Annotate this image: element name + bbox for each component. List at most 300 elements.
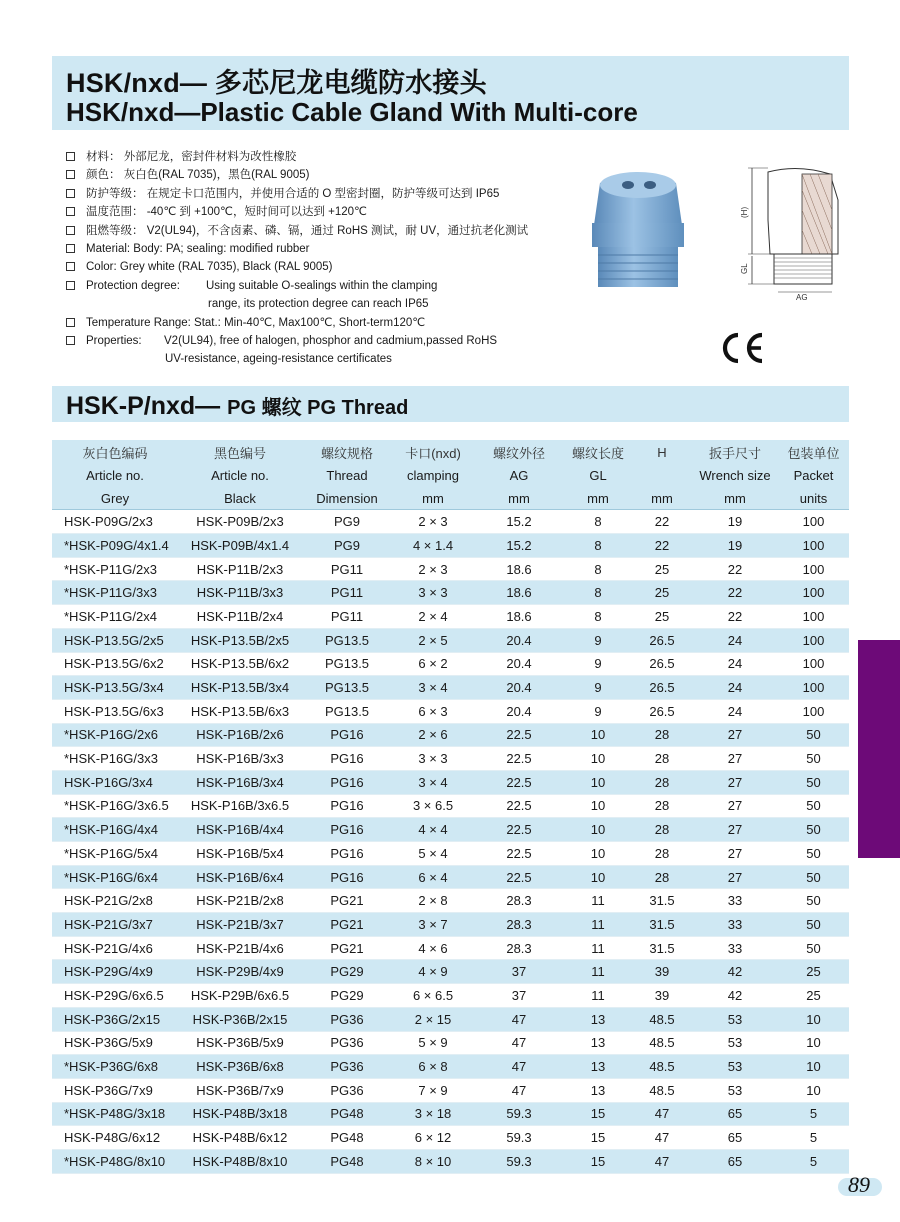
table-cell: 6 × 2 (392, 652, 474, 676)
table-cell: PG9 (302, 534, 392, 558)
table-cell: HSK-P13.5B/6x3 (178, 699, 302, 723)
table-cell: HSK-P16B/3x4 (178, 770, 302, 794)
spec-list (66, 148, 586, 369)
table-cell: 22.5 (474, 723, 564, 747)
table-cell: 6 × 4 (392, 865, 474, 889)
table-cell: HSK-P36B/5x9 (178, 1031, 302, 1055)
checkbox-square-icon (66, 207, 75, 216)
table-header-cell: Thread (302, 464, 392, 487)
table-cell: 47 (474, 1031, 564, 1055)
table-cell: *HSK-P16G/6x4 (52, 865, 178, 889)
table-cell: PG13.5 (302, 628, 392, 652)
table-cell: 65 (692, 1149, 778, 1173)
table-row (52, 652, 849, 676)
spec-en-properties: Properties: V2(UL94), free of halogen, phosphor and cadmium,passed RoHS (66, 332, 586, 350)
table-cell: 50 (778, 865, 849, 889)
table-cell: *HSK-P16G/2x6 (52, 723, 178, 747)
table-cell: 100 (778, 605, 849, 629)
table-row (52, 723, 849, 747)
table-cell: 9 (564, 628, 632, 652)
table-cell: HSK-P48G/6x12 (52, 1126, 178, 1150)
table-header-en (52, 464, 849, 487)
table-cell: 10 (778, 1007, 849, 1031)
table-cell: 20.4 (474, 652, 564, 676)
table-cell: HSK-P09B/4x1.4 (178, 534, 302, 558)
table-cell: 3 × 4 (392, 770, 474, 794)
table-cell: 59.3 (474, 1102, 564, 1126)
table-cell: 47 (474, 1055, 564, 1079)
table-cell: HSK-P16B/2x6 (178, 723, 302, 747)
table-cell: 15 (564, 1149, 632, 1173)
table-row (52, 818, 849, 842)
table-cell: 9 (564, 699, 632, 723)
table-cell: PG16 (302, 842, 392, 866)
table-cell: 24 (692, 628, 778, 652)
table-cell: PG16 (302, 818, 392, 842)
table-cell: PG11 (302, 581, 392, 605)
table-cell: 2 × 3 (392, 557, 474, 581)
table-row (52, 960, 849, 984)
table-cell: 50 (778, 936, 849, 960)
table-cell: 47 (632, 1149, 692, 1173)
table-row (52, 676, 849, 700)
spec-cn-protection: 防护等级： 在规定卡口范围内，并使用合适的 O 型密封圈，防护等级可达到 IP65 (66, 185, 586, 203)
table-cell: 27 (692, 794, 778, 818)
table-row (52, 1031, 849, 1055)
table-cell: 100 (778, 581, 849, 605)
table-cell: 100 (778, 628, 849, 652)
table-cell: 13 (564, 1007, 632, 1031)
table-cell: 26.5 (632, 676, 692, 700)
table-cell: 25 (632, 557, 692, 581)
table-cell: 50 (778, 818, 849, 842)
table-header-cell: 灰白色编码 (52, 440, 178, 464)
table-cell: 26.5 (632, 628, 692, 652)
table-header-cell: Dimension (302, 487, 392, 510)
table-cell: *HSK-P11G/3x3 (52, 581, 178, 605)
table-cell: 27 (692, 723, 778, 747)
table-cell: 100 (778, 652, 849, 676)
table-header-cell: AG (474, 464, 564, 487)
table-row (52, 605, 849, 629)
table-cell: PG21 (302, 936, 392, 960)
table-cell: *HSK-P09G/4x1.4 (52, 534, 178, 558)
checkbox-square-icon (66, 336, 75, 345)
table-row (52, 913, 849, 937)
table-cell: 28 (632, 818, 692, 842)
table-header-cn (52, 440, 849, 464)
table-header-cell: clamping (392, 464, 474, 487)
checkbox-square-icon (66, 281, 75, 290)
table-cell: HSK-P36G/5x9 (52, 1031, 178, 1055)
table-cell: 31.5 (632, 889, 692, 913)
table-header-cell: Grey (52, 487, 178, 510)
table-cell: 3 × 3 (392, 747, 474, 771)
table-cell: 15 (564, 1126, 632, 1150)
table-cell: 22 (632, 534, 692, 558)
table-cell: PG36 (302, 1007, 392, 1031)
title-cn: HSK/nxd— 多芯尼龙电缆防水接头 (66, 68, 487, 98)
table-cell: 2 × 6 (392, 723, 474, 747)
spec-en-protection: Protection degree: Using suitable O-sealings within the clamping (66, 277, 586, 295)
table-cell: HSK-P16B/3x3 (178, 747, 302, 771)
table-cell: 11 (564, 960, 632, 984)
table-header-cell: 螺纹外径 (474, 440, 564, 464)
table-cell: HSK-P21B/2x8 (178, 889, 302, 913)
ce-mark (718, 330, 768, 366)
table-cell: 10 (564, 842, 632, 866)
table-cell: 47 (474, 1078, 564, 1102)
table-cell: *HSK-P48G/8x10 (52, 1149, 178, 1173)
table-cell: 28 (632, 842, 692, 866)
table-cell: PG48 (302, 1126, 392, 1150)
table-cell: *HSK-P16G/3x3 (52, 747, 178, 771)
table-header-cell: Article no. (178, 464, 302, 487)
table-cell: 18.6 (474, 605, 564, 629)
table-row (52, 842, 849, 866)
table-row (52, 1007, 849, 1031)
table-cell: 22.5 (474, 747, 564, 771)
table-cell: HSK-P13.5G/6x3 (52, 699, 178, 723)
label-ag: AG (796, 293, 808, 300)
table-row (52, 794, 849, 818)
table-cell: PG21 (302, 889, 392, 913)
table-cell: 50 (778, 770, 849, 794)
table-cell: PG29 (302, 960, 392, 984)
table-cell: 7 × 9 (392, 1078, 474, 1102)
table-cell: 5 × 4 (392, 842, 474, 866)
table-row (52, 1078, 849, 1102)
table-cell: PG36 (302, 1078, 392, 1102)
table-header-cell: mm (692, 487, 778, 510)
table-cell: 5 (778, 1102, 849, 1126)
product-photo (578, 165, 698, 295)
table-cell: 20.4 (474, 628, 564, 652)
table-cell: 22.5 (474, 865, 564, 889)
table-cell: HSK-P13.5B/2x5 (178, 628, 302, 652)
spec-en-properties-cont: UV-resistance, ageing-resistance certificates (165, 353, 392, 366)
ce-logo-icon (718, 330, 768, 366)
checkbox-square-icon (66, 244, 75, 253)
section-title: HSK-P/nxd— PG 螺纹 PG Thread (66, 392, 409, 420)
table-cell: HSK-P09B/2x3 (178, 510, 302, 534)
checkbox-square-icon (66, 189, 75, 198)
table-row (52, 699, 849, 723)
table-cell: 31.5 (632, 936, 692, 960)
table-cell: *HSK-P36G/6x8 (52, 1055, 178, 1079)
table-cell: 19 (692, 510, 778, 534)
table-cell: *HSK-P11G/2x3 (52, 557, 178, 581)
table-header-cell: Black (178, 487, 302, 510)
table-cell: 4 × 6 (392, 936, 474, 960)
table-cell: HSK-P29B/6x6.5 (178, 984, 302, 1008)
table-cell: 2 × 8 (392, 889, 474, 913)
table-cell: PG16 (302, 723, 392, 747)
table-cell: 50 (778, 794, 849, 818)
table-cell: 33 (692, 889, 778, 913)
table-row (52, 534, 849, 558)
table-cell: 59.3 (474, 1149, 564, 1173)
table-cell: 3 × 4 (392, 676, 474, 700)
table-cell: 8 (564, 605, 632, 629)
table-cell: 22.5 (474, 794, 564, 818)
table-cell: HSK-P11B/2x4 (178, 605, 302, 629)
table-cell: HSK-P16G/3x4 (52, 770, 178, 794)
table-cell: 10 (564, 794, 632, 818)
table-cell: 27 (692, 865, 778, 889)
table-header-cell: Packet (778, 464, 849, 487)
table-cell: 8 (564, 557, 632, 581)
table-cell: PG36 (302, 1031, 392, 1055)
table-cell: 53 (692, 1007, 778, 1031)
table-cell: 28 (632, 770, 692, 794)
table-cell: 6 × 12 (392, 1126, 474, 1150)
table-cell: 4 × 4 (392, 818, 474, 842)
table-row (52, 936, 849, 960)
spec-en-color: Color: Grey white (RAL 7035), Black (RAL 9005) (66, 258, 586, 276)
table-cell: HSK-P48B/8x10 (178, 1149, 302, 1173)
table-cell: 5 × 9 (392, 1031, 474, 1055)
table-cell: 6 × 6.5 (392, 984, 474, 1008)
table-cell: 28 (632, 723, 692, 747)
table-row (52, 1102, 849, 1126)
table-cell: HSK-P11B/3x3 (178, 581, 302, 605)
table-cell: 9 (564, 652, 632, 676)
title-en: HSK/nxd—Plastic Cable Gland With Multi-core (66, 97, 638, 127)
spec-en-protection-cont: range, its protection degree can reach IP65 (208, 298, 429, 311)
table-cell: *HSK-P16G/3x6.5 (52, 794, 178, 818)
table-cell: 6 × 8 (392, 1055, 474, 1079)
table-cell: HSK-P48B/3x18 (178, 1102, 302, 1126)
table-header-cell: GL (564, 464, 632, 487)
table-cell: PG16 (302, 770, 392, 794)
table-cell: 22 (692, 557, 778, 581)
table-cell: 33 (692, 913, 778, 937)
table-cell: 11 (564, 913, 632, 937)
table-cell: 28.3 (474, 936, 564, 960)
table-row (52, 889, 849, 913)
table-cell: 22 (632, 510, 692, 534)
table-row (52, 984, 849, 1008)
table-cell: PG21 (302, 913, 392, 937)
table-cell: 100 (778, 534, 849, 558)
table-header-cell: 黑色编号 (178, 440, 302, 464)
table-cell: 2 × 5 (392, 628, 474, 652)
table-cell: 11 (564, 984, 632, 1008)
table-cell: 22 (692, 605, 778, 629)
table-cell: 18.6 (474, 581, 564, 605)
table-cell: HSK-P16B/4x4 (178, 818, 302, 842)
table-cell: 2 × 4 (392, 605, 474, 629)
table-cell: 100 (778, 557, 849, 581)
table-cell: 28.3 (474, 913, 564, 937)
table-row (52, 770, 849, 794)
page-number: 89 (848, 1172, 870, 1197)
table-cell: PG48 (302, 1149, 392, 1173)
table-row (52, 510, 849, 534)
table-cell: 24 (692, 652, 778, 676)
table-cell: HSK-P21B/3x7 (178, 913, 302, 937)
table-cell: HSK-P13.5G/6x2 (52, 652, 178, 676)
table-cell: 42 (692, 960, 778, 984)
table-cell: HSK-P48B/6x12 (178, 1126, 302, 1150)
checkbox-square-icon (66, 152, 75, 161)
table-cell: 48.5 (632, 1055, 692, 1079)
table-cell: 65 (692, 1102, 778, 1126)
table-cell: PG16 (302, 794, 392, 818)
spec-en-temperature: Temperature Range: Stat.: Min-40℃, Max100℃, Short-term120℃ (66, 314, 586, 332)
table-cell: PG9 (302, 510, 392, 534)
table-cell: 26.5 (632, 699, 692, 723)
table-header-cell: 扳手尺寸 (692, 440, 778, 464)
table-cell: HSK-P16B/6x4 (178, 865, 302, 889)
table-cell: 22.5 (474, 818, 564, 842)
table-cell: 27 (692, 770, 778, 794)
table-cell: 10 (564, 747, 632, 771)
table-cell: 2 × 3 (392, 510, 474, 534)
table-cell: 37 (474, 984, 564, 1008)
table-cell: 39 (632, 960, 692, 984)
table-cell: 27 (692, 842, 778, 866)
table-row (52, 1149, 849, 1173)
table-cell: 59.3 (474, 1126, 564, 1150)
table-cell: 20.4 (474, 676, 564, 700)
table-cell: PG13.5 (302, 699, 392, 723)
table-cell: 4 × 9 (392, 960, 474, 984)
table-cell: 10 (778, 1055, 849, 1079)
table-cell: 8 (564, 581, 632, 605)
table-cell: HSK-P29G/6x6.5 (52, 984, 178, 1008)
spec-cn-temperature: 温度范围： -40℃ 到 +100℃，短时间可以达到 +120℃ (66, 203, 586, 221)
table-header-cell: units (778, 487, 849, 510)
spec-table (52, 440, 849, 1174)
table-cell: HSK-P21G/3x7 (52, 913, 178, 937)
table-cell: HSK-P36B/6x8 (178, 1055, 302, 1079)
side-tab (858, 640, 900, 858)
checkbox-square-icon (66, 170, 75, 179)
table-header-cell: mm (632, 487, 692, 510)
table-header-cell: 螺纹规格 (302, 440, 392, 464)
table-cell: HSK-P21B/4x6 (178, 936, 302, 960)
table-cell: HSK-P16B/3x6.5 (178, 794, 302, 818)
table-cell: 47 (632, 1126, 692, 1150)
table-header-cell: 卡口(nxd) (392, 440, 474, 464)
table-row (52, 557, 849, 581)
table-cell: 13 (564, 1055, 632, 1079)
table-cell: PG16 (302, 747, 392, 771)
table-cell: 15 (564, 1102, 632, 1126)
table-cell: 25 (632, 581, 692, 605)
table-cell: PG11 (302, 605, 392, 629)
table-cell: 50 (778, 842, 849, 866)
table-cell: 50 (778, 889, 849, 913)
table-cell: 47 (632, 1102, 692, 1126)
table-cell: 53 (692, 1031, 778, 1055)
table-cell: HSK-P13.5G/2x5 (52, 628, 178, 652)
spec-cn-flame: 阻燃等级： V2(UL94)，不含卤素、磷、镉，通过 RoHS 测试，耐 UV，通过抗老化测试 (66, 222, 586, 240)
table-row (52, 1126, 849, 1150)
table-cell: 22.5 (474, 842, 564, 866)
table-header-cell: mm (392, 487, 474, 510)
table-cell: HSK-P36G/7x9 (52, 1078, 178, 1102)
table-header-cell: mm (564, 487, 632, 510)
table-cell: 42 (692, 984, 778, 1008)
table-cell: 5 (778, 1126, 849, 1150)
table-cell: HSK-P36B/2x15 (178, 1007, 302, 1031)
table-cell: 11 (564, 889, 632, 913)
spec-cn-color: 颜色： 灰白色(RAL 7035)，黑色(RAL 9005) (66, 166, 586, 184)
table-cell: 28 (632, 794, 692, 818)
table-cell: 10 (564, 770, 632, 794)
table-cell: *HSK-P48G/3x18 (52, 1102, 178, 1126)
title-band (52, 56, 849, 130)
table-cell: 50 (778, 913, 849, 937)
table-cell: *HSK-P11G/2x4 (52, 605, 178, 629)
table-header-cell (632, 464, 692, 487)
table-cell: 9 (564, 676, 632, 700)
checkbox-square-icon (66, 226, 75, 235)
table-cell: 27 (692, 818, 778, 842)
table-cell: 65 (692, 1126, 778, 1150)
table-cell: 8 × 10 (392, 1149, 474, 1173)
table-cell: HSK-P21G/4x6 (52, 936, 178, 960)
table-cell: 100 (778, 510, 849, 534)
table-cell: 4 × 1.4 (392, 534, 474, 558)
table-cell: HSK-P13.5B/6x2 (178, 652, 302, 676)
table-cell: 6 × 3 (392, 699, 474, 723)
table-row (52, 747, 849, 771)
table-cell: 26.5 (632, 652, 692, 676)
table-cell: HSK-P11B/2x3 (178, 557, 302, 581)
table-cell: 28.3 (474, 889, 564, 913)
table-cell: 33 (692, 936, 778, 960)
table-cell: 50 (778, 747, 849, 771)
table-cell: 27 (692, 747, 778, 771)
table-cell: 39 (632, 984, 692, 1008)
table-cell: 3 × 18 (392, 1102, 474, 1126)
table-header-cell: mm (474, 487, 564, 510)
table-cell: 48.5 (632, 1031, 692, 1055)
table-cell: 47 (474, 1007, 564, 1031)
table-cell: 100 (778, 676, 849, 700)
table-header-cell: H (632, 440, 692, 464)
table-cell: 25 (778, 960, 849, 984)
table-cell: 10 (564, 865, 632, 889)
table-cell: 31.5 (632, 913, 692, 937)
table-cell: 37 (474, 960, 564, 984)
table-cell: 2 × 15 (392, 1007, 474, 1031)
table-cell: 50 (778, 723, 849, 747)
table-cell: 18.6 (474, 557, 564, 581)
table-cell: 3 × 3 (392, 581, 474, 605)
checkbox-square-icon (66, 318, 75, 327)
table-header-unit (52, 487, 849, 510)
spec-cn-material: 材料： 外部尼龙，密封件材料为改性橡胶 (66, 148, 586, 166)
table-header-cell: Wrench size (692, 464, 778, 487)
table-cell: 19 (692, 534, 778, 558)
table-cell: 10 (564, 723, 632, 747)
table-cell: HSK-P21G/2x8 (52, 889, 178, 913)
table-cell: 100 (778, 699, 849, 723)
table-cell: HSK-P29G/4x9 (52, 960, 178, 984)
table-cell: 20.4 (474, 699, 564, 723)
table-cell: PG13.5 (302, 676, 392, 700)
table-cell: HSK-P16B/5x4 (178, 842, 302, 866)
table-cell: PG13.5 (302, 652, 392, 676)
table-cell: HSK-P29B/4x9 (178, 960, 302, 984)
table-cell: 28 (632, 747, 692, 771)
table-cell: HSK-P36G/2x15 (52, 1007, 178, 1031)
